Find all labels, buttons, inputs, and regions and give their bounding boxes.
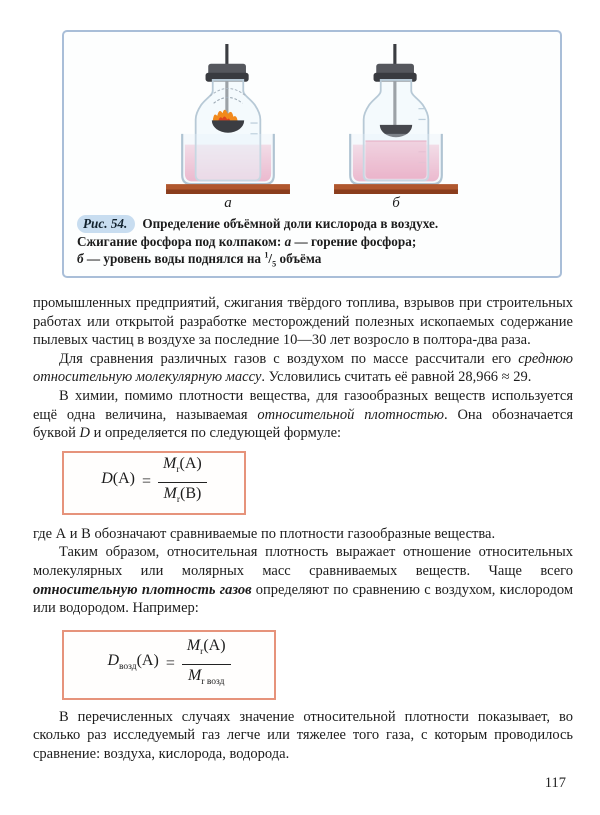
formula-density-vs-air xyxy=(107,637,230,692)
apparatus-row xyxy=(64,32,560,211)
figure-caption xyxy=(64,215,560,276)
paragraph-where-a-b: где А и В обозначают сравниваемые по плотности газообразные вещества. xyxy=(33,525,496,542)
apparatus-b xyxy=(321,44,471,211)
figure-54-frame xyxy=(62,30,562,278)
fraction xyxy=(182,637,231,692)
base-board xyxy=(334,184,458,190)
formula-box-density-vs-air xyxy=(62,630,276,700)
equals-sign: = xyxy=(165,655,175,673)
formula-lhs: D(A) xyxy=(101,470,136,488)
figure-caption-line-2: Сжигание фосфора под колпаком: а — горение фосфора; xyxy=(77,233,417,249)
paragraph-dust: промышленных предприятий, сжигания твёрдого топлива, взрывов при строительных работах или открытой разработке месторождений полезных ископаемых содержание пылевых частиц в воздухе за последние 10—30 лет возросло в полтора-два раза. xyxy=(33,295,573,349)
apparatus-b-label: б xyxy=(392,195,400,211)
equals-sign: = xyxy=(142,473,152,491)
denominator: $M_{r возд}$ xyxy=(187,667,225,688)
formula-relative-density xyxy=(101,455,207,510)
denominator: $M_r(B)$ xyxy=(163,485,202,506)
paragraph-average-molecular-mass: Для сравнения различных газов с воздухом по массе рассчитали его среднюю относительную молекулярную массу. Условились считать её равной 28,966 ≈ 29. xyxy=(33,350,573,386)
paragraph-conclusion: В перечисленных случаях значение относительной плотности показывает, во сколько раз исследуемый газ легче или тяжелее того газа, с которым проводилось сравнение: воздуха, кислорода, водорода. xyxy=(33,708,573,762)
burning-phosphorus-bottle-illustration xyxy=(153,44,303,194)
apparatus-a xyxy=(153,44,303,211)
figure-caption-line-3: б — уровень воды поднялся на $^1/_5$ объёма xyxy=(77,250,322,269)
water-risen-bottle-illustration xyxy=(321,44,471,194)
formula-box-relative-density xyxy=(62,451,246,515)
paragraph-relative-density-intro: В химии, помимо плотности вещества, для газообразных веществ используется ещё одна величина, называемая относительной плотностью. Она обозначается буквой D и определяется по следующей формуле: xyxy=(33,387,574,442)
apparatus-a-label: а xyxy=(224,195,232,211)
numerator: $M_r(A)$ xyxy=(158,455,207,483)
body-text xyxy=(33,294,573,764)
page-number: 117 xyxy=(544,775,566,791)
figure-caption-line-1: Рис. 54. Определение объёмной доли кислорода в воздухе. xyxy=(77,215,546,233)
numerator: $M_r(A)$ xyxy=(182,637,231,665)
beaker-glass xyxy=(182,134,274,184)
beaker-glass xyxy=(350,134,442,184)
base-board xyxy=(166,184,290,190)
fraction xyxy=(158,455,207,510)
formula-lhs: $D_{возд}(A)$ xyxy=(107,652,159,673)
paragraph-thus-relative-density: Таким образом, относительная плотность выражает отношение относительных молекулярных или молярных масс сравниваемых веществ. Чаще всего относительную плотность газов определяют по сравнению с воздухом, кислородом или водородом. Например: xyxy=(33,544,573,617)
